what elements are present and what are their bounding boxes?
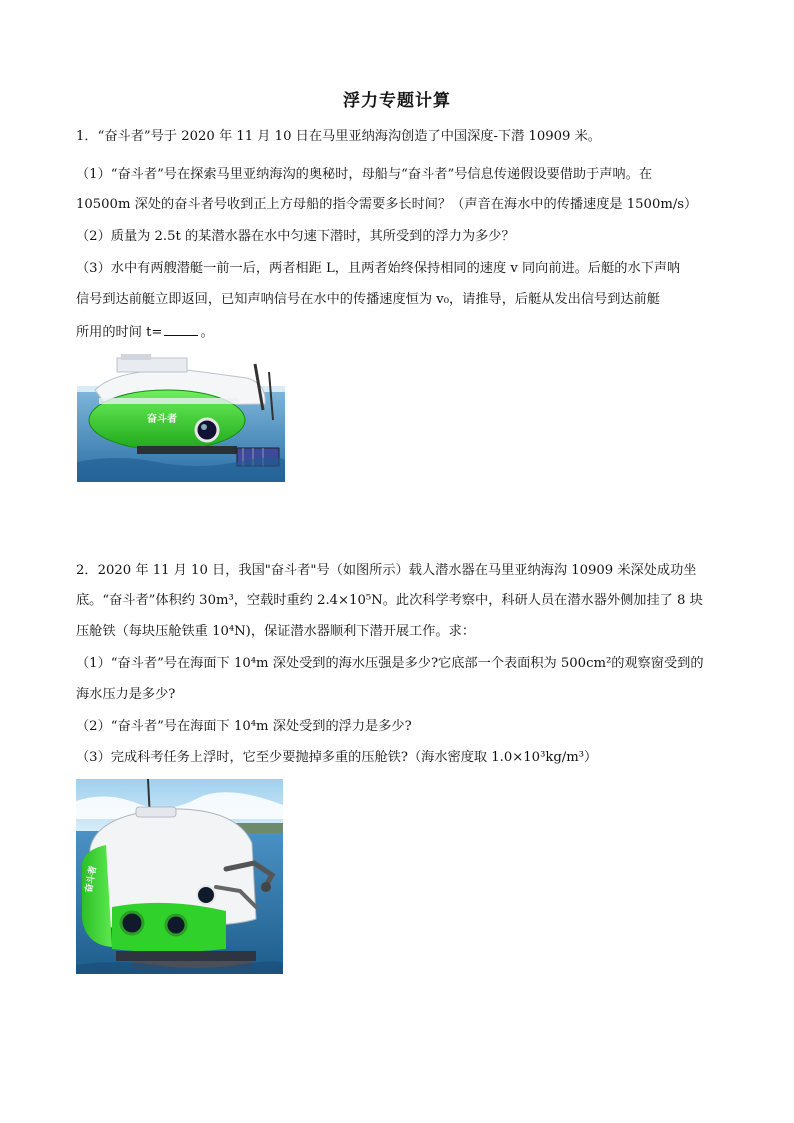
submersible-photo-2 [76, 779, 283, 974]
q2-line-6: （2）“奋斗者”号在海面下 10⁴m 深处受到的浮力是多少? [76, 719, 412, 734]
q1-line-1: 1．“奋斗者”号于 2020 年 11 月 10 日在马里亚纳海沟创造了中国深度-下潜 10909 米。 [76, 129, 601, 144]
q1-line-7-end: 。 [200, 325, 214, 340]
q1-line-4: （2）质量为 2.5t 的某潜水器在水中匀速下潜时，其所受到的浮力为多少？ [76, 229, 515, 244]
q1-line-6: 信号到达前艇立即返回，已知声呐信号在水中的传播速度恒为 v₀，请推导，后艇从发出信号到达前艇 [76, 292, 660, 307]
q1-line-5: （3）水中有两艘潜艇一前一后，两者相距 L，且两者始终保持相同的速度 v 同向前进。后艇的水下声呐 [76, 261, 681, 276]
q1-line-7-text: 所用的时间 t= [76, 325, 163, 340]
q2-line-4: （1）“奋斗者”号在海面下 10⁴m 深处受到的海水压强是多少?它底部一个表面积为 500cm²的观察窗受到的 [76, 656, 704, 671]
q2-line-5: 海水压力是多少? [76, 687, 176, 702]
q2-line-3: 压舱铁（每块压舱铁重 10⁴N)，保证潜水器顺利下潜开展工作。求： [76, 624, 476, 639]
q2-line-2: 底。“奋斗者”体积约 30m³，空载时重约 2.4×10⁵N。此次科学考察中，科研人员在潜水器外侧加挂了 8 块 [76, 593, 703, 608]
hull-label-2: 奋斗者 [84, 865, 99, 894]
q1-line-7 [76, 322, 736, 342]
q1-line-3: 10500m 深处的奋斗者号收到正上方母船的指令需要多长时间？（声音在海水中的传播速度是 1500m/s） [76, 197, 698, 212]
q1-line-2: （1）“奋斗者”号在探索马里亚纳海沟的奥秘时，母船与“奋斗者”号信息传递假设要借助于声呐。在 [76, 167, 653, 182]
answer-blank [164, 322, 198, 336]
page-title: 浮力专题计算 [343, 91, 451, 111]
hull-label-1: 奋斗者 [147, 414, 177, 425]
q2-line-7: （3）完成科考任务上浮时，它至少要抛掉多重的压舱铁?（海水密度取 1.0×10³kg/m³） [76, 750, 598, 765]
q2-line-1: 2．2020 年 11 月 10 日，我国"奋斗者"号（如图所示）载人潜水器在马里亚纳海沟 10909 米深处成功坐 [76, 563, 697, 578]
submersible-photo-1 [77, 350, 285, 482]
